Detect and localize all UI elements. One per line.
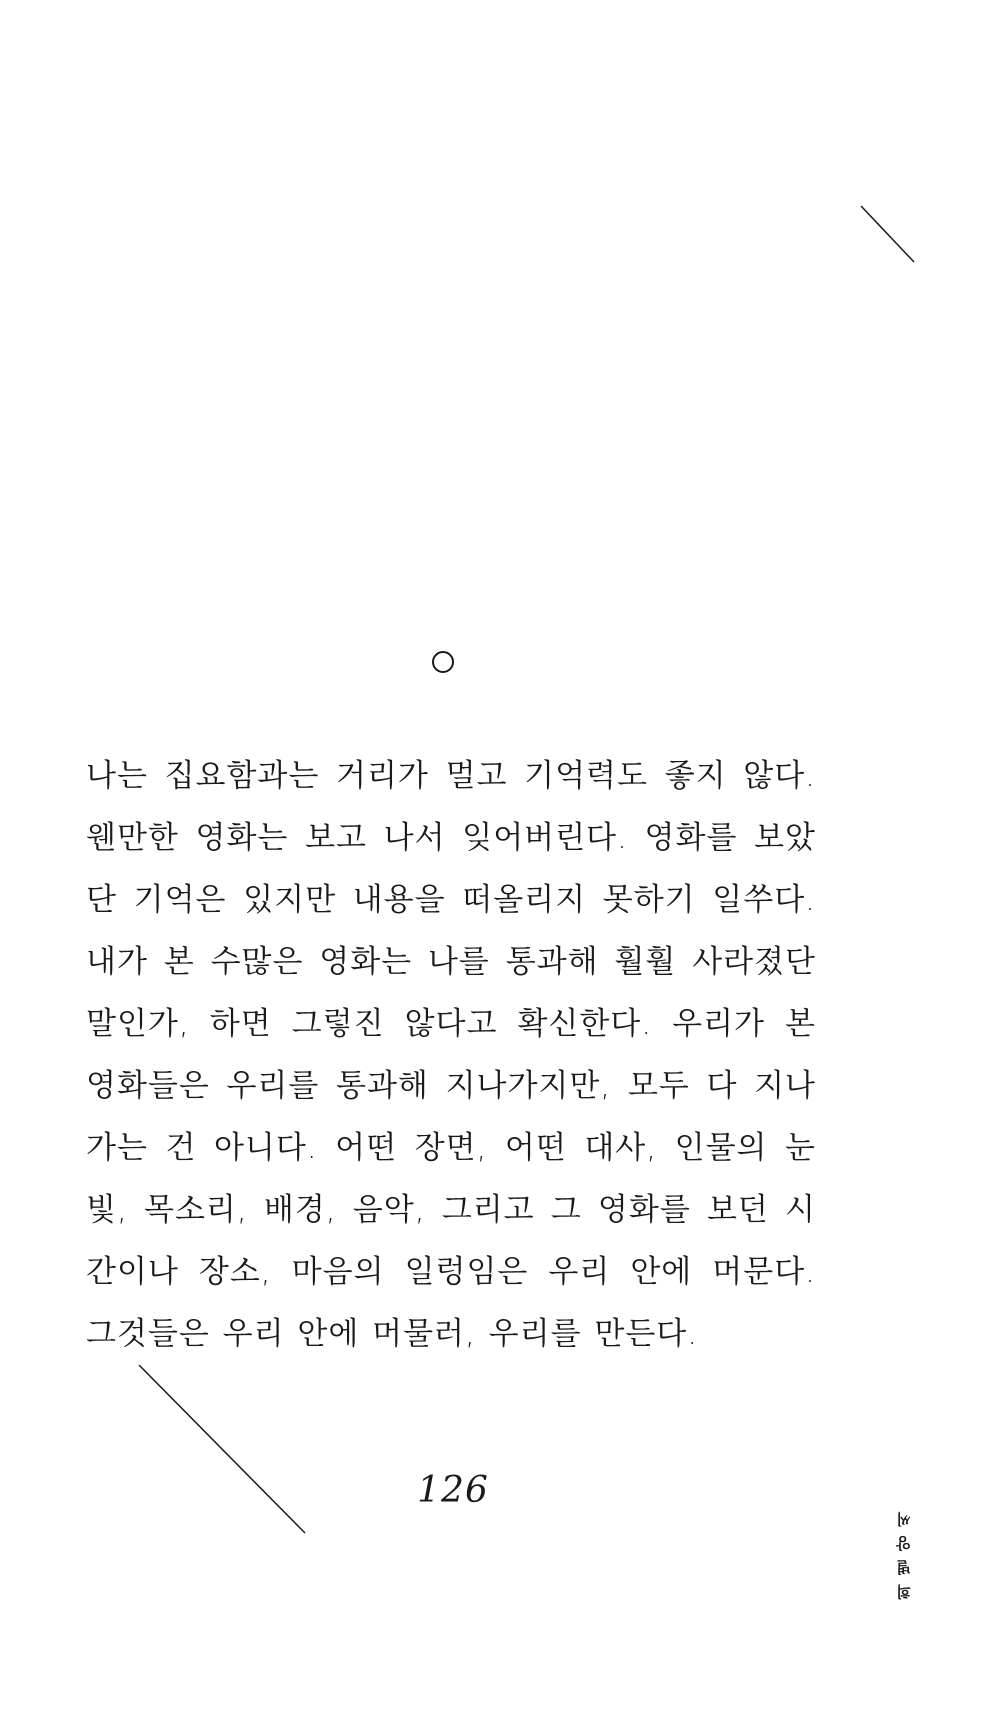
bottom-diagonal-line-icon	[139, 1365, 305, 1533]
author-running-footer: 희 별 앙 씨	[895, 1510, 913, 1600]
circle-ornament-icon	[432, 651, 454, 673]
essay-paragraph: 나는 집요함과는 거리가 멀고 기억력도 좋지 않다. 웬만한 영화는 보고 나서 잊어버린다. 영화를 보았단 기억은 있지만 내용을 떠올리지 못하기 일쑤다. 내가 본 수많은 영화는 나를 통과해 훨훨 사라졌단 말인가, 하면 그렇진 않다고 확신한다. 우리가 본 영화들은 우리를 통과해 지나가지만, 모두 다 지나가는 건 아니다. 어떤 장면, 어떤 대사, 인물의 눈빛, 목소리, 배경, 음악, 그리고 그 영화를 보던 시간이나 장소, 마음의 일렁임은 우리 안에 머문다. 그것들은 우리 안에 머물러, 우리를 만든다.	[86, 758, 816, 1352]
page-number: 126	[417, 1470, 489, 1511]
